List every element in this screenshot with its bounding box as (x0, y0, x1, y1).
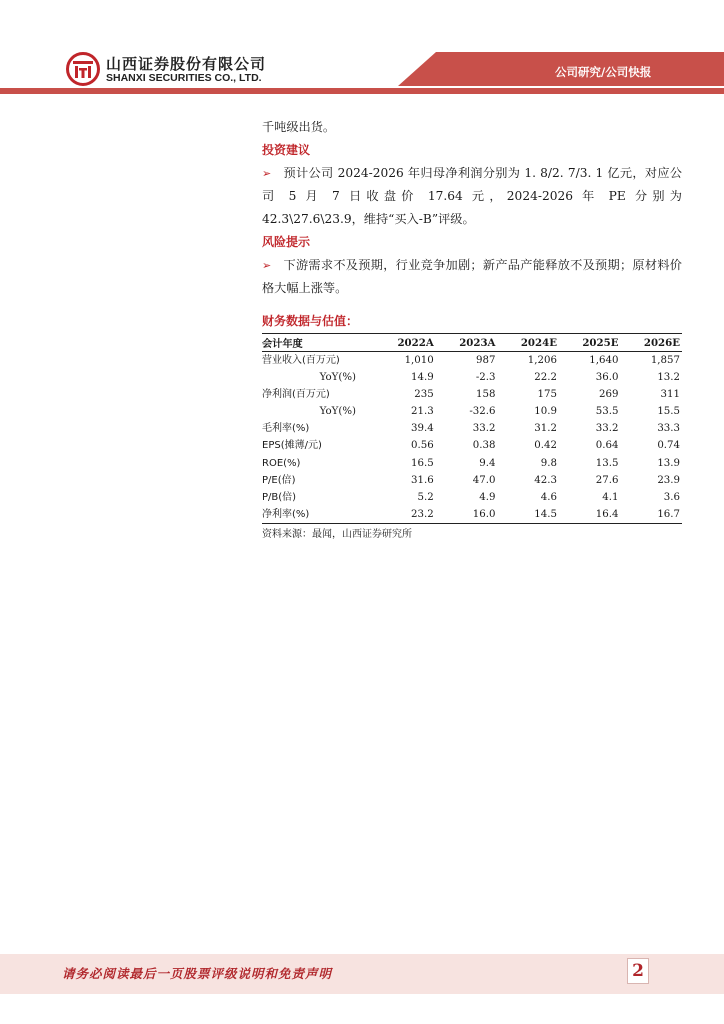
table-cell: 16.5 (411, 457, 434, 469)
table-cell: 311 (660, 389, 680, 401)
investment-paragraph (262, 162, 682, 231)
report-body (262, 116, 682, 300)
table-cell: 21.3 (411, 406, 434, 418)
table-row (262, 403, 682, 420)
page-number: 2 (627, 958, 649, 984)
table-cell: 0.38 (472, 440, 496, 452)
table-cell: 1,857 (650, 355, 680, 366)
row-label: EPS(摊薄/元) (262, 440, 322, 452)
row-label: YoY(%) (319, 372, 356, 384)
table-cell: 175 (537, 389, 557, 401)
report-type: 公司研究/公司快报 (555, 65, 652, 79)
table-row (262, 454, 682, 471)
table-cell: 0.56 (411, 440, 434, 452)
row-label: 毛利率(%) (262, 423, 310, 435)
table-cell: 27.6 (595, 474, 619, 486)
table-cell: 0.74 (657, 440, 680, 452)
table-cell: 23.9 (657, 474, 680, 486)
table-header-row (262, 334, 682, 352)
table-row (262, 386, 682, 403)
table-cell: 13.9 (657, 457, 680, 469)
table-cell: 1,206 (527, 355, 557, 366)
table-cell: 16.7 (620, 506, 682, 524)
table-cell: 10.9 (534, 406, 557, 418)
table-cell: 5.2 (417, 491, 434, 503)
table-cell: 39.4 (411, 423, 434, 435)
row-label: ROE(%) (262, 457, 301, 469)
row-label: P/B(倍) (262, 491, 297, 503)
row-label: 营业收入(百万元) (262, 355, 340, 366)
table-cell: 3.6 (663, 491, 680, 503)
table-cell: 0.64 (595, 440, 619, 452)
table-cell: 33.2 (595, 423, 619, 435)
table-cell: 33.2 (472, 423, 496, 435)
row-label: YoY(%) (319, 406, 356, 418)
header-cell: 会计年度 (262, 334, 374, 352)
table-cell: 47.0 (472, 474, 496, 486)
header-cell: 2023A (436, 334, 498, 352)
table-cell: 33.3 (657, 423, 680, 435)
intro-line: 千吨级出货。 (262, 120, 336, 134)
page-header (0, 0, 724, 100)
table-cell: 23.2 (374, 506, 436, 524)
investment-text: 预计公司 2024-2026 年归母净利润分别为 1. 8/2. 7/3. 1 亿元，对应公司 5 月 7 日收盘价 17.64 元，2024-2026 年 PE 分别为 42.3\27.6\23.9，维持“买入-B”评级。 (262, 166, 682, 226)
table-row (262, 437, 682, 454)
company-name-cn: 山西证券股份有限公司 (106, 55, 267, 73)
header-cell: 2022A (374, 334, 436, 352)
risk-text: 下游需求不及预期，行业竞争加剧；新产品产能释放不及预期；原材料价格大幅上涨等。 (262, 258, 682, 295)
table-cell: 13.2 (657, 372, 680, 384)
table-cell: 158 (476, 389, 496, 401)
table-cell: 9.8 (540, 457, 557, 469)
row-label: 净利润(百万元) (262, 389, 330, 401)
table-title: 财务数据与估值： (262, 314, 359, 328)
company-name-en: SHANXI SECURITIES CO., LTD. (106, 72, 262, 84)
table-cell: 13.5 (595, 457, 619, 469)
table-cell: 15.5 (657, 406, 680, 418)
table-row (262, 369, 682, 386)
table-cell: 0.42 (534, 440, 557, 452)
table-cell: 31.2 (534, 423, 557, 435)
table-source: 资料来源：最闻，山西证券研究所 (262, 529, 412, 540)
table-cell: 14.5 (497, 506, 559, 524)
table-cell: 4.9 (479, 491, 496, 503)
table-cell: 4.6 (540, 491, 557, 503)
footer-disclaimer: 请务必阅读最后一页股票评级说明和免责声明 (62, 966, 333, 981)
table-cell: 14.9 (411, 372, 434, 384)
table-cell: 9.4 (479, 457, 496, 469)
table-cell: 1,010 (404, 355, 434, 366)
table-cell: 235 (414, 389, 434, 401)
risk-title: 风险提示 (262, 235, 311, 249)
table-cell: -32.6 (469, 406, 496, 418)
table-row (262, 506, 682, 524)
risk-paragraph (262, 254, 682, 300)
table-cell: 4.1 (602, 491, 619, 503)
table-cell: 42.3 (534, 474, 557, 486)
table-cell: 36.0 (595, 372, 619, 384)
financial-table (262, 333, 682, 524)
table-row (262, 352, 682, 370)
table-cell: 16.0 (436, 506, 498, 524)
arrow-bullet-icon: ➢ (262, 259, 272, 272)
investment-title: 投资建议 (262, 143, 311, 157)
table-cell: 22.2 (534, 372, 557, 384)
row-label: P/E(倍) (262, 474, 296, 486)
arrow-bullet-icon: ➢ (262, 167, 272, 180)
table-row (262, 420, 682, 437)
table-cell: 1,640 (589, 355, 619, 366)
table-cell: 53.5 (595, 406, 619, 418)
table-cell: 16.4 (559, 506, 621, 524)
table-cell: -2.3 (475, 372, 496, 384)
header-cell: 2026E (620, 334, 682, 352)
table-row (262, 489, 682, 506)
table-row (262, 472, 682, 489)
row-label: 净利率(%) (262, 506, 374, 524)
header-cell: 2025E (559, 334, 621, 352)
table-cell: 31.6 (411, 474, 434, 486)
table-cell: 987 (476, 355, 496, 366)
header-cell: 2024E (497, 334, 559, 352)
table-cell: 269 (599, 389, 619, 401)
